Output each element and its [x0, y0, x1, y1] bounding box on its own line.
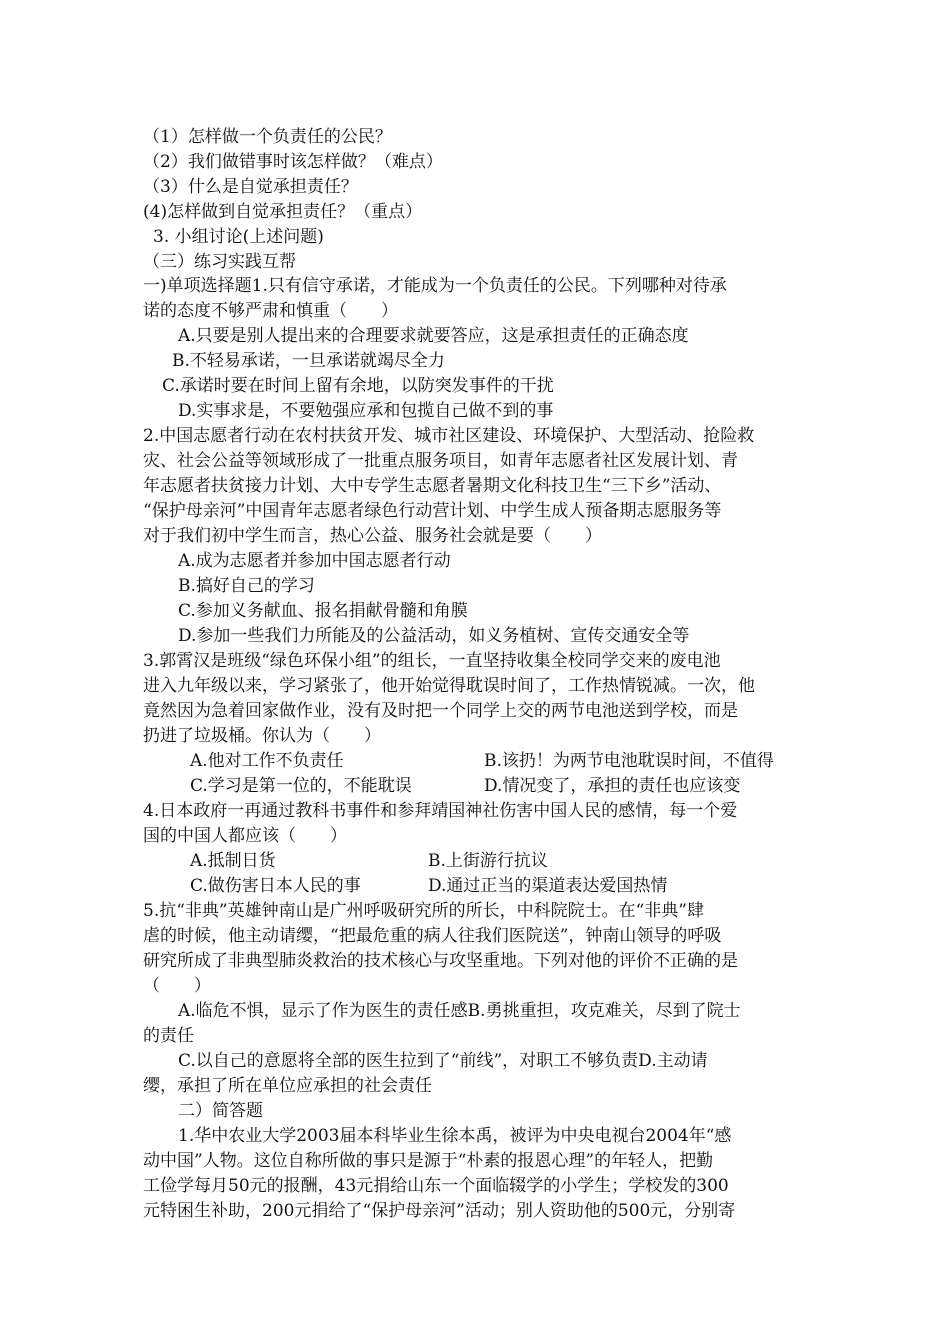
- text-line: 进入九年级以来，学习紧张了，他开始觉得耽误时间了，工作热情锐减。一次，他: [143, 676, 755, 696]
- text-line: A.临危不惧，显示了作为医生的责任感B.勇挑重担，攻克难关，尽到了院士: [178, 1001, 741, 1021]
- text-line: 一)单项选择题1.只有信守承诺，才能成为一个负责任的公民。下列哪种对待承: [143, 276, 727, 296]
- text-line: 对于我们初中学生而言，热心公益、服务社会就是要（ ）: [143, 526, 602, 546]
- text-line: 虐的时候，他主动请缨，“把最危重的病人往我们医院送”，钟南山领导的呼吸: [143, 926, 722, 946]
- text-line: A.他对工作不负责任: [190, 751, 344, 771]
- text-line: （1）怎样做一个负责任的公民？: [143, 127, 392, 147]
- text-line: A.成为志愿者并参加中国志愿者行动: [178, 551, 451, 571]
- text-line: 动中国”人物。这位自称所做的事只是源于“朴素的报恩心理”的年轻人，把勤: [143, 1151, 714, 1171]
- text-line: 国的中国人都应该（ ）: [143, 826, 347, 846]
- text-line: （2）我们做错事时该怎样做？（难点）: [143, 152, 443, 172]
- text-line: （三）练习实践互帮: [143, 252, 296, 272]
- text-line: 竟然因为急着回家做作业，没有及时把一个同学上交的两节电池送到学校，而是: [143, 701, 738, 721]
- text-line: 元特困生补助，200元捐给了“保护母亲河”活动；别人资助他的500元，分别寄: [143, 1201, 736, 1221]
- text-line: C.承诺时要在时间上留有余地，以防突发事件的干扰: [162, 376, 554, 396]
- text-line: A.抵制日货: [190, 851, 276, 871]
- text-line: 灾、社会公益等领域形成了一批重点服务项目，如青年志愿者社区发展计划、青: [143, 451, 738, 471]
- text-line: 4.日本政府一再通过教科书事件和参拜靖国神社伤害中国人民的感情，每一个爱: [143, 801, 738, 821]
- text-line: 5.抗“非典”英雄钟南山是广州呼吸研究所的所长，中科院院士。在“非典”肆: [143, 901, 704, 921]
- text-line: 年志愿者扶贫接力计划、大中专学生志愿者暑期文化科技卫生“三下乡”活动、: [143, 476, 722, 496]
- text-line: B.该扔！为两节电池耽误时间，不值得: [484, 751, 774, 771]
- text-line: （ ）: [143, 976, 211, 996]
- text-line: D.实事求是，不要勉强应承和包揽自己做不到的事: [178, 401, 554, 421]
- text-line: 2.中国志愿者行动在农村扶贫开发、城市社区建设、环境保护、大型活动、抢险救: [143, 426, 755, 446]
- text-line: 二）简答题: [178, 1101, 263, 1121]
- text-line: B.搞好自己的学习: [178, 576, 315, 596]
- text-line: (4)怎样做到自觉承担责任？（重点）: [143, 202, 423, 222]
- text-line: “保护母亲河”中国青年志愿者绿色行动营计划、中学生成人预备期志愿服务等: [143, 501, 722, 521]
- text-line: D.情况变了，承担的责任也应该变: [484, 776, 741, 796]
- text-line: D.参加一些我们力所能及的公益活动，如义务植树、宣传交通安全等: [178, 626, 690, 646]
- text-line: 3. 小组讨论(上述问题): [153, 227, 324, 247]
- text-line: 研究所成了非典型肺炎救治的技术核心与攻坚重地。下列对他的评价不正确的是: [143, 951, 738, 971]
- text-line: 3.郭霄汉是班级“绿色环保小组”的组长，一直坚持收集全校同学交来的废电池: [143, 651, 721, 671]
- text-line: 诺的态度不够严肃和慎重（ ）: [143, 301, 398, 321]
- text-line: B.不轻易承诺，一旦承诺就竭尽全力: [172, 351, 445, 371]
- text-line: B.上街游行抗议: [428, 851, 548, 871]
- text-line: D.通过正当的渠道表达爱国热情: [428, 876, 668, 896]
- text-line: C.参加义务献血、报名捐献骨髓和角膜: [178, 601, 468, 621]
- text-line: 的责任: [143, 1026, 194, 1046]
- text-line: C.做伤害日本人民的事: [190, 876, 361, 896]
- text-line: C.学习是第一位的，不能耽误: [190, 776, 412, 796]
- text-line: （3）什么是自觉承担责任？: [143, 177, 358, 197]
- text-line: 扔进了垃圾桶。你认为（ ）: [143, 726, 381, 746]
- text-line: A.只要是别人提出来的合理要求就要答应，这是承担责任的正确态度: [178, 326, 689, 346]
- text-line: 工俭学每月50元的报酬，43元捐给山东一个面临辍学的小学生；学校发的300: [143, 1176, 729, 1196]
- text-line: 缨，承担了所在单位应承担的社会责任: [143, 1076, 432, 1096]
- text-line: C.以自己的意愿将全部的医生拉到了“前线”，对职工不够负责D.主动请: [178, 1051, 708, 1071]
- text-line: 1.华中农业大学2003届本科毕业生徐本禹，被评为中央电视台2004年“感: [178, 1126, 732, 1146]
